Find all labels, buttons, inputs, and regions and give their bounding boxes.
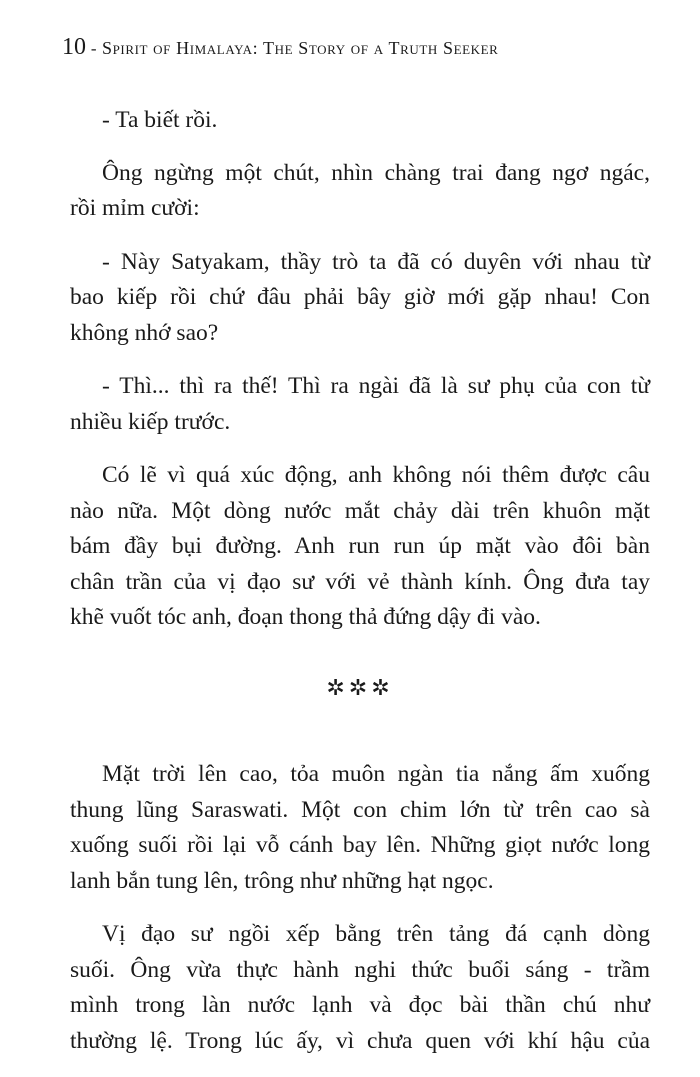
text-line: không nhớ sao?: [70, 319, 219, 346]
text-line: xuống suối rồi lại vỗ cánh bay lên. Những giọt nước long: [70, 832, 650, 858]
text-line: Mặt trời lên cao, tỏa muôn ngàn tia nắng ấm xuống: [102, 761, 650, 787]
text-line: rồi mỉm cười:: [70, 195, 200, 221]
paragraph: [70, 458, 650, 636]
text-line: khẽ vuốt tóc anh, đoạn thong thả đứng dậy đi vào.: [70, 604, 541, 630]
text-line: thường lệ. Trong lúc ấy, vì chưa quen với khí hậu của: [70, 1027, 650, 1054]
text-line: - Ta biết rồi.: [102, 107, 218, 133]
text-line: chân trần của vị đạo sư với vẻ thành kính. Ông đưa tay: [70, 568, 650, 595]
running-header: [62, 34, 662, 61]
text-line: thung lũng Saraswati. Một con chim lớn từ trên cao sà: [70, 796, 650, 823]
page-number: 10: [62, 34, 86, 60]
text-line: Có lẽ vì quá xúc động, anh không nói thêm được câu: [102, 462, 650, 488]
text-line: Ông ngừng một chút, nhìn chàng trai đang ngơ ngác,: [102, 159, 650, 186]
header-dash: -: [86, 39, 102, 58]
paragraph: [70, 917, 650, 1059]
text-line: nào nữa. Một dòng nước mắt chảy dài trên khuôn mặt: [70, 497, 650, 524]
book-title: Spirit of Himalaya: The Story of a Truth Seeker: [101, 38, 499, 58]
paragraph: [70, 369, 650, 440]
section-separator: ✲✲✲: [326, 674, 394, 700]
text-line: - Thì... thì ra thế! Thì ra ngài đã là sư phụ của con từ: [102, 373, 650, 399]
text-line: - Này Satyakam, thầy trò ta đã có duyên với nhau từ: [102, 248, 650, 275]
text-line: nhiều kiếp trước.: [70, 408, 231, 435]
body-text: [70, 103, 650, 1077]
text-line: bao kiếp rồi chứ đâu phải bây giờ mới gặp nhau! Con: [70, 284, 650, 310]
paragraph: [70, 103, 650, 139]
text-line: Vị đạo sư ngồi xếp bằng trên tảng đá cạnh dòng: [102, 921, 650, 947]
text-line: lanh bắn tung lên, trông như những hạt ngọc.: [70, 867, 494, 894]
text-line: mình trong làn nước lạnh và đọc bài thần chú như: [70, 992, 650, 1018]
paragraph: [70, 245, 650, 352]
text-line: bám đầy bụi đường. Anh run run úp mặt vào đôi bàn: [70, 533, 650, 559]
paragraph: [70, 156, 650, 227]
paragraph: [70, 757, 650, 899]
text-line: suối. Ông vừa thực hành nghi thức buổi sáng - trầm: [70, 956, 650, 983]
